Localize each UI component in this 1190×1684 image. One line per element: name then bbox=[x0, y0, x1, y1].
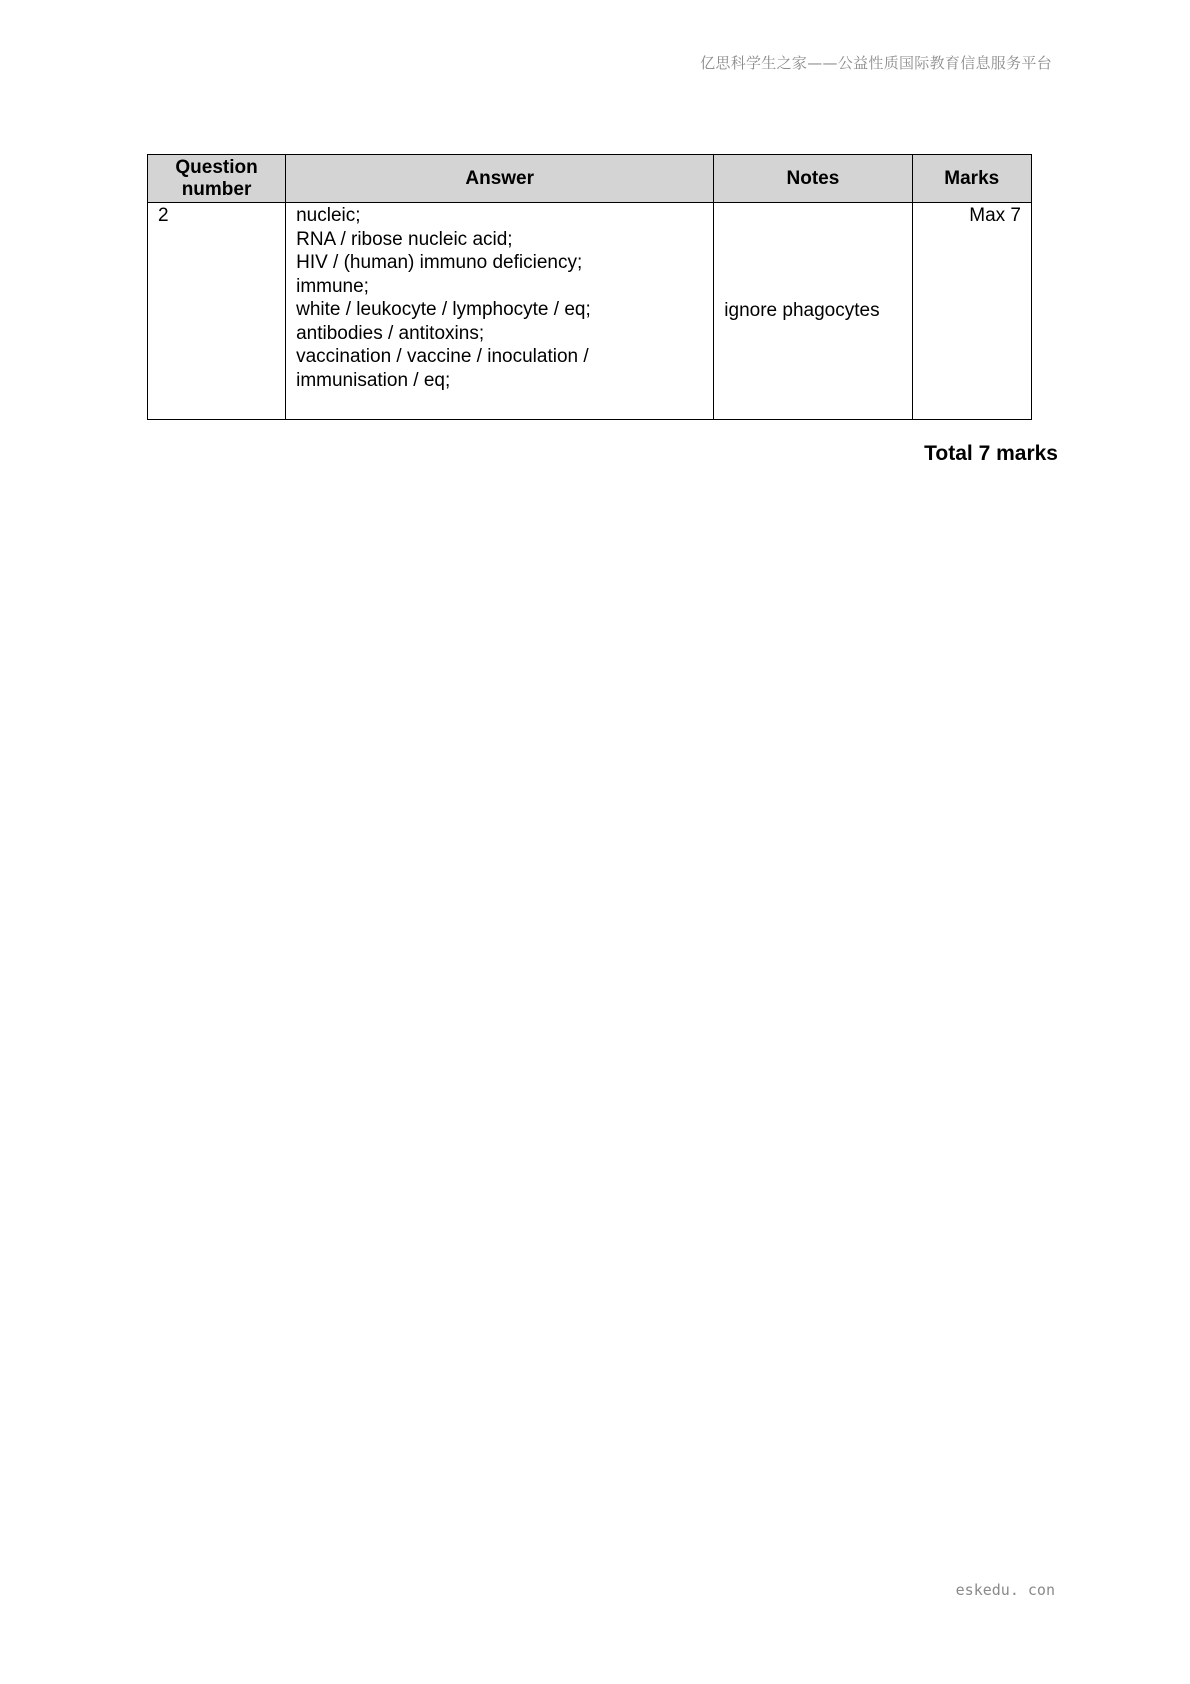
answer-line: white / leukocyte / lymphocyte / eq; bbox=[296, 299, 591, 320]
cell-question-number: 2 bbox=[148, 203, 286, 420]
total-marks: Total 7 marks bbox=[924, 442, 1058, 465]
table-header-row bbox=[148, 155, 1032, 203]
page-header-site-text: 亿思科学生之家——公益性质国际教育信息服务平台 bbox=[700, 54, 1052, 72]
answer-line: HIV / (human) immuno deficiency; bbox=[296, 252, 583, 273]
table-row bbox=[148, 203, 1032, 420]
cell-notes: ignore phagocytes bbox=[714, 203, 912, 420]
header-question-line2: number bbox=[181, 178, 252, 200]
header-question-line1: Question bbox=[175, 156, 258, 178]
answer-line: vaccination / vaccine / inoculation / bbox=[296, 346, 589, 367]
page-footer-site-url: eskedu. con bbox=[955, 1581, 1055, 1599]
cell-marks: Max 7 bbox=[912, 203, 1032, 420]
header-notes: Notes bbox=[714, 155, 912, 203]
answer-line: nucleic; bbox=[296, 205, 361, 226]
answer-line: immunisation / eq; bbox=[296, 369, 451, 391]
header-marks: Marks bbox=[912, 155, 1032, 203]
answer-line: antibodies / antitoxins; bbox=[296, 322, 485, 344]
cell-answer bbox=[286, 203, 714, 420]
answer-line: RNA / ribose nucleic acid; bbox=[296, 228, 513, 250]
header-answer: Answer bbox=[286, 155, 714, 203]
mark-scheme-table bbox=[147, 154, 1032, 420]
answer-line: immune; bbox=[296, 275, 369, 297]
header-question-number bbox=[148, 155, 286, 203]
